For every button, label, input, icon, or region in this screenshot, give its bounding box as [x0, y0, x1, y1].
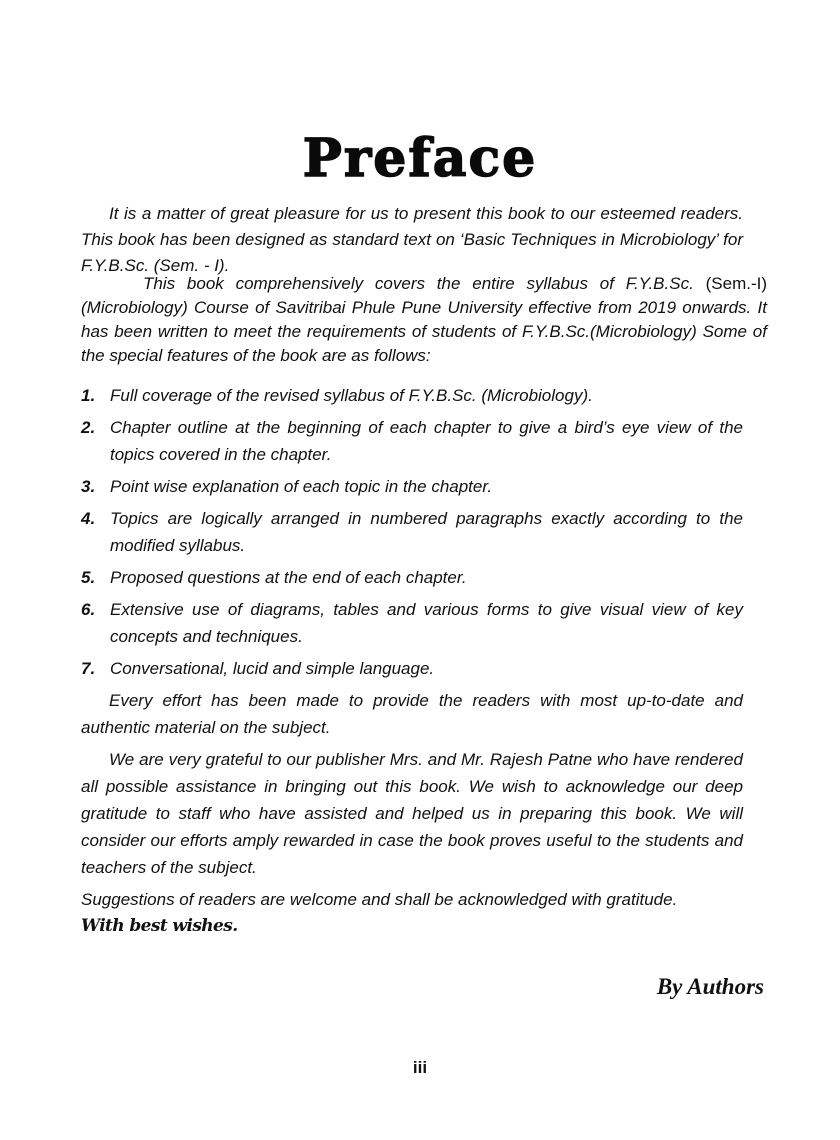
list-item-text: Topics are logically arranged in numbered paragraphs exactly according to the modified syllabus. [110, 509, 743, 555]
suggestions-paragraph: Suggestions of readers are welcome and shall be acknowledged with gratitude. [81, 890, 678, 909]
list-item-number: 4. [81, 509, 96, 528]
page-title: Preface [302, 128, 538, 189]
author-signature: By Authors [656, 974, 764, 999]
closing-wishes: With best wishes. [81, 916, 238, 936]
list-item [81, 505, 743, 559]
list-item-number: 1. [81, 386, 96, 405]
syllabus-text-c: (Microbiology) Course of Savitribai Phule Pune University effective from 2019 onwards. It has been written to meet the requirements of students of F.Y.B.Sc.(Microbiology) Some of the special features of the book are as follows: [81, 298, 767, 365]
list-item-number: 7. [81, 659, 96, 678]
list-item-number: 2. [81, 418, 96, 437]
list-item [81, 473, 743, 500]
gratitude-paragraph: We are very grateful to our publisher Mrs. and Mr. Rajesh Patne who have rendered all possible assistance in bringing out this book. We wish to acknowledge our deep gratitude to staff who have assisted and helped us in preparing this book. We will consider our efforts amply rewarded in case the book proves useful to the students and teachers of the subject. [81, 750, 743, 877]
list-item-text: Chapter outline at the beginning of each chapter to give a bird’s eye view of the topics covered in the chapter. [110, 418, 743, 464]
list-item [81, 414, 743, 468]
list-item-text: Proposed questions at the end of each chapter. [110, 568, 467, 587]
list-item-number: 5. [81, 568, 96, 587]
syllabus-paragraph [81, 272, 767, 368]
list-item [81, 564, 743, 591]
syllabus-text-b: (Sem.-I) [705, 274, 768, 293]
list-item-text: Conversational, lucid and simple language. [110, 659, 435, 678]
list-item-number: 6. [81, 600, 96, 619]
list-item-text: Extensive use of diagrams, tables and various forms to give visual view of key concepts and techniques. [110, 600, 743, 646]
list-item [81, 382, 743, 409]
list-item-number: 3. [81, 477, 96, 496]
page-number: iii [412, 1058, 428, 1077]
effort-paragraph: Every effort has been made to provide the readers with most up-to-date and authentic material on the subject. [81, 691, 743, 737]
syllabus-text-a: This book comprehensively covers the entire syllabus of F.Y.B.Sc. [143, 274, 694, 293]
list-item-text: Point wise explanation of each topic in the chapter. [110, 477, 493, 496]
list-item [81, 655, 743, 682]
list-item [81, 596, 743, 650]
features-list [81, 382, 743, 687]
list-item-text: Full coverage of the revised syllabus of F.Y.B.Sc. (Microbiology). [110, 386, 593, 405]
intro-paragraph: It is a matter of great pleasure for us to present this book to our esteemed readers. This book has been designed as standard text on ‘Basic Techniques in Microbiology’ for F.Y.B.Sc. (Sem. - I). [81, 204, 743, 275]
